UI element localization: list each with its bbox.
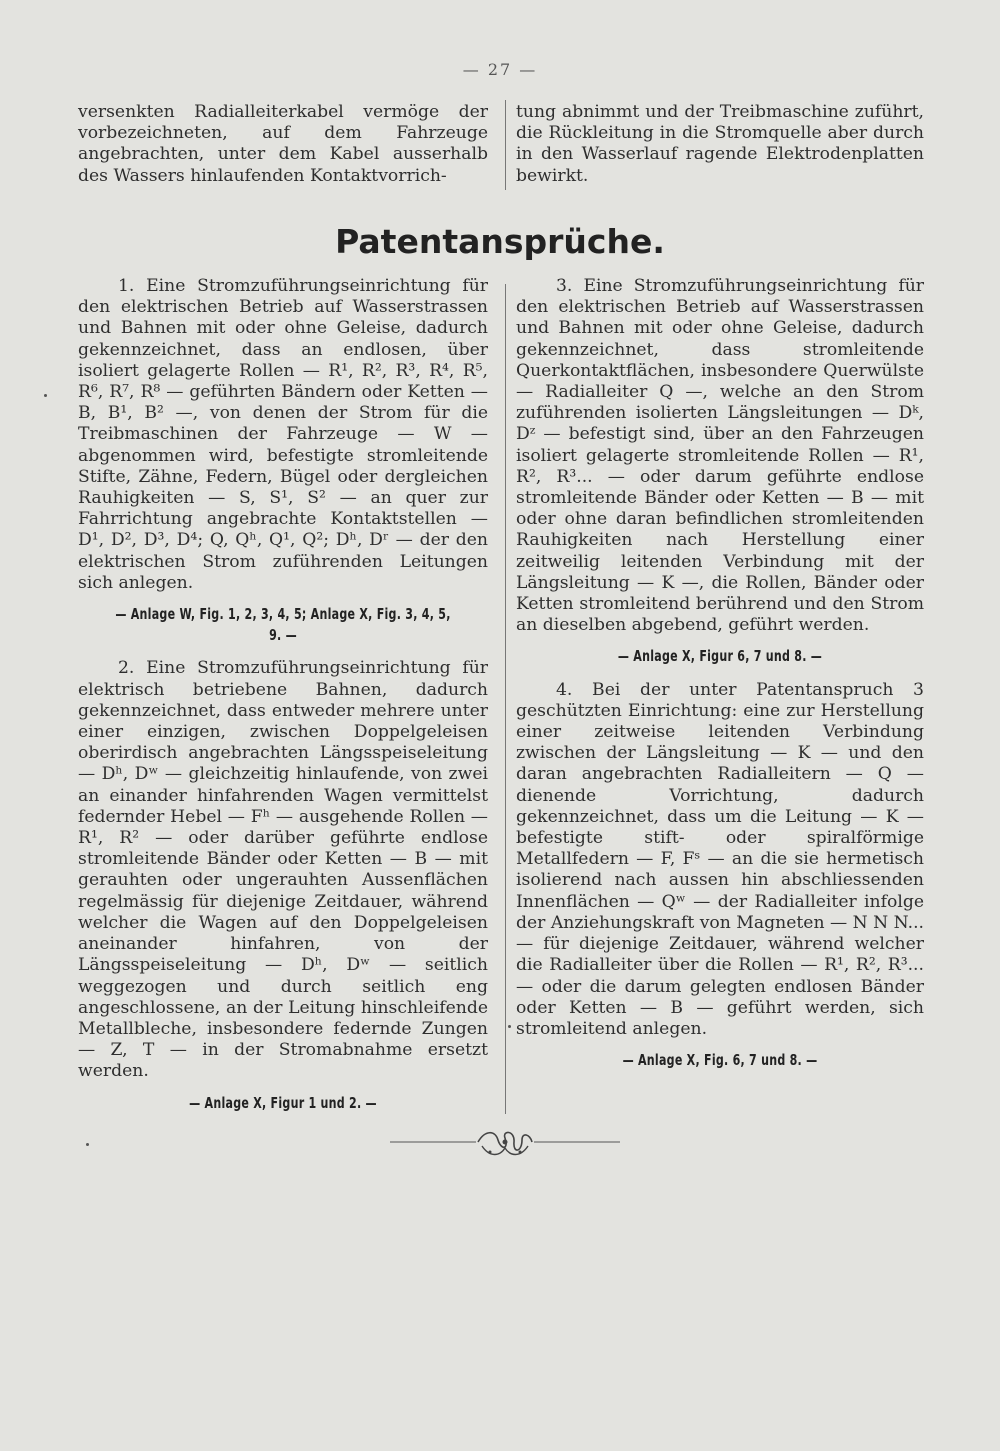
column-divider-main [505,284,506,1114]
column-divider-top [505,100,506,190]
claim-4-reference: — Anlage X, Fig. 6, 7 und 8. — [622,1051,818,1070]
section-title: Patentansprüche. [335,222,665,261]
speck [508,1025,511,1028]
page-number: — 27 — [462,60,538,79]
intro-right-text: tung abnimmt und der Treibmaschine zuführt, die Rückleitung in die Stromquelle aber durch in den Wasserlauf ragende Elektrodenplatten bewirkt. [516,102,924,186]
intro-left-column [78,102,488,187]
claim-3-reference: — Anlage X, Figur 6, 7 und 8. — [617,647,823,666]
claim-2-text: 2. Eine Stromzuführungseinrichtung für elektrisch betriebene Bahnen, dadurch gekennzeichnet, dass entweder mehrere unter einer einzigen, zwischen Doppelgeleisen oberirdisch angebrachten Längsspeiseleitung — Dʰ, Dʷ — gleichzeitig hinlaufende, von zwei an einander hinfahrenden Wagen vermittelst federnder Hebel — Fʰ — ausgehende Rollen — R¹, R² — oder darüber geführte endlose stromleitende Bänder oder Ketten — B — mit gerauhten oder ungerauhten Aussenflächen regelmässig für diejenige Zeitdauer, während welcher die Wagen auf den Doppelgeleisen aneinander hinfahren, von der Längsspeiseleitung — Dʰ, Dʷ — seitlich weggezogen und durch seitlich eng angeschlossene, an der Leitung hinschleifende Metallbleche, insbesondere federnde Zungen — Z, T — in der Stromabnahme ersetzt werden. [78,658,488,1082]
left-column [78,276,488,1126]
claim-1-text: 1. Eine Stromzuführungseinrichtung für den elektrischen Betrieb auf Wasserstrassen und Bahnen mit oder ohne Geleise, dadurch gekennzeichnet, dass an endlosen, über isoliert gelagerte Rollen — R¹, R², R³, R⁴, R⁵, R⁶, R⁷, R⁸ — geführten Bändern oder Ketten — B, B¹, B² —, von denen der Strom für die Treibmaschinen der Fahrzeuge — W — abgenommen wird, befestigte stromleitende Stifte, Zähne, Federn, Bügel oder dergleichen Rauhigkeiten — S, S¹, S² — an quer zur Fahrrichtung angebrachte Kontaktstellen — D¹, D², D³, D⁴; Q, Qʰ, Q¹, Q²; Dʰ, Dʳ — der den elektrischen Strom zuführenden Leitungen sich anlegen. [78,276,488,593]
ornament-divider-icon [390,1128,620,1162]
claim-3-text: 3. Eine Stromzuführungseinrichtung für den elektrischen Betrieb auf Wasserstrassen und Bahnen mit oder ohne Geleise, dadurch gekennzeichnet, dass stromleitende Querkontaktflächen, insbesondere Querwülste — Radialleiter Q —, welche an den Strom zuführenden isolierten Längsleitungen — Dᵏ, Dᶻ — befestigt sind, über an den Fahrzeugen isoliert gelagerte stromleitende Rollen — R¹, R², R³... — oder darum geführte endlose stromleitende Bänder oder Ketten — B — mit oder ohne daran befindlichen stromleitenden Rauhigkeiten nach Herstellung einer zeitweilig leitenden Verbindung mit der Längsleitung — K —, die Rollen, Bänder oder Ketten stromleitend berührend und den Strom an dieselben abgebend, geführt werden. [516,276,924,636]
intro-left-text: versenkten Radialleiterkabel vermöge der vorbezeichneten, auf dem Fahrzeuge angebrachten, unter dem Kabel ausserhalb des Wassers hinlaufenden Kontaktvorrich- [78,102,488,186]
intro-right-column [516,102,924,187]
speck [86,1143,89,1146]
speck [44,394,47,397]
right-column [516,276,924,1083]
claim-4-text: 4. Bei der unter Patentanspruch 3 geschützten Einrichtung: eine zur Herstellung einer zeitweise leitenden Verbindung zwischen der Längsleitung — K — und den daran angebrachten Radialleitern — Q — dienende Vorrichtung, dadurch gekennzeichnet, dass um die Leitung — K — befestigte stift- oder spiralförmige Metallfedern — F, Fˢ — an die sie hermetisch isolierend nach aussen hin abschliessenden Innenflächen — Qʷ — der Radialleiter infolge der Anziehungskraft von Magneten — N N N... — für diejenige Zeitdauer, während welcher die Radialleiter über die Rollen — R¹, R², R³... — oder die darum gelegten endlosen Bänder oder Ketten — B — geführt werden, sich stromleitend anlegen. [516,679,924,1039]
claim-2-reference: — Anlage X, Figur 1 und 2. — [189,1093,377,1112]
claim-1-reference: — Anlage W, Fig. 1, 2, 3, 4, 5; Anlage X, Fig. 3, 4, 5, 9. — [115,605,451,645]
